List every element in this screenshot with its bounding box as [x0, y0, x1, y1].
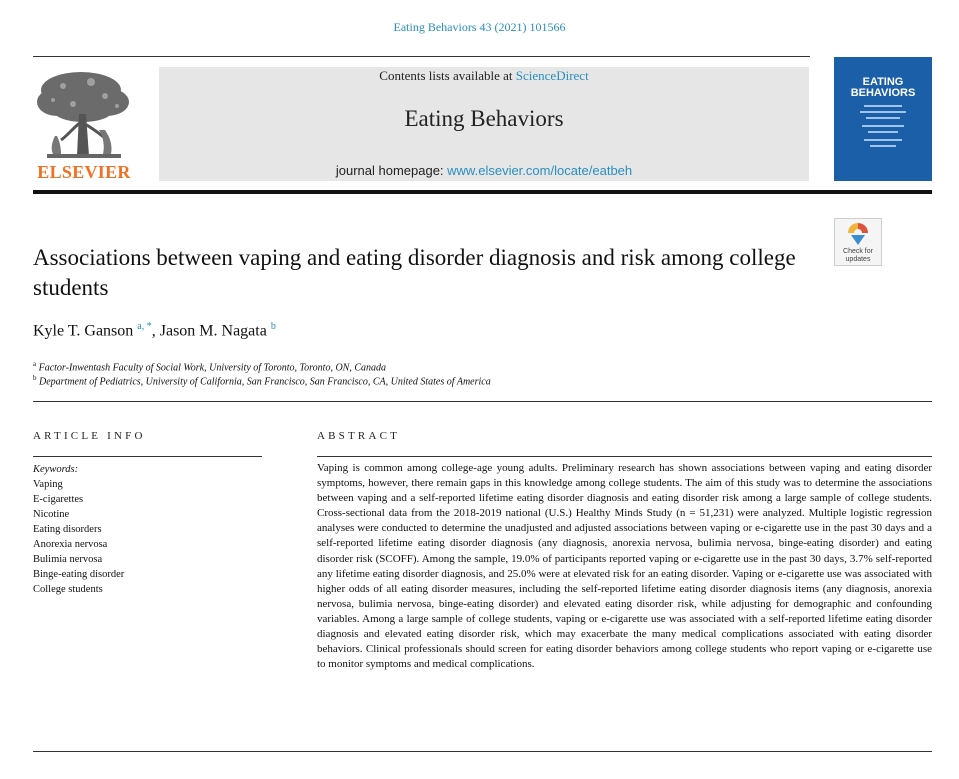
- keyword-item: Bulimia nervosa: [33, 554, 103, 565]
- article-info-heading: ARTICLE INFO: [33, 430, 146, 442]
- top-divider: [33, 56, 810, 57]
- abstract-text: Vaping is common among college-age young adults. Preliminary research has shown associations between vaping and eating disorder symptoms, however, there remain gaps in this knowledge among college students. The aim of this study was to determine the associations between vaping and a self-reported lifetime eating disorder diagnosis and eating disorder risk among a large sample of college students. Cross-sectional data from the 2018-2019 national (U.S.) Healthy Minds Study (n = 51,231) were analyzed. Multiple logistic regression analyses were conducted to determine the unadjusted and adjusted associations between vaping or e-cigarette use in the past 30 days and a self-reported lifetime eating disorder diagnosis (any diagnosis, anorexia nervosa, bulimia nervosa, binge-eating disorder) and eating disorder risk (SCOFF). Among the sample, 19.0% of participants reported vaping or e-cigarette use in the past 30 days, 3.7% self-reported any lifetime eating disorder diagnosis, and 25.0% were at elevated risk for an eating disorder. Vaping or e-cigarette use was associated with higher odds of all eating disorder measures, including the self-reported lifetime eating disorder diagnosis items (any diagnosis, anorexia nervosa, bulimia nervosa, binge-eating disorder) and elevated eating disorder risk, while adjusting for demographic and confounding variables. Among a large sample of college students, vaping or e-cigarette use was associated with a self-reported lifetime eating disorder diagnosis and elevated eating disorder risk, which may exacerbate the many medical complications associated with eating disorder behaviors. Clinical professionals should screen for eating disorder behaviors among college students who report vaping or e-cigarette use to monitor symptoms and medical complications.: [317, 462, 932, 671]
- affiliation-text: Factor-Inwentash Faculty of Social Work, University of Toronto, Toronto, ON, Canada: [38, 362, 387, 374]
- affiliation: [33, 360, 386, 373]
- journal-citation-link[interactable]: Eating Behaviors 43 (2021) 101566: [393, 20, 566, 34]
- keyword-item: Vaping: [33, 479, 63, 490]
- journal-cover-thumbnail[interactable]: [834, 57, 932, 181]
- journal-title: Eating Behaviors: [404, 106, 564, 131]
- check-for-updates-button[interactable]: [834, 218, 882, 266]
- affiliation-text: Department of Pediatrics, University of California, San Francisco, San Francisco, CA, United States of America: [39, 376, 491, 388]
- elsevier-wordmark[interactable]: ELSEVIER: [37, 162, 131, 182]
- contents-prefix: Contents lists available at: [379, 68, 516, 83]
- journal-homepage: [159, 163, 809, 178]
- sciencedirect-link[interactable]: ScienceDirect: [515, 68, 589, 83]
- homepage-prefix: journal homepage:: [335, 163, 448, 178]
- keyword-item: Eating disorders: [33, 524, 102, 535]
- affiliation-marker: a: [33, 360, 37, 368]
- author-name[interactable]: Jason M. Nagata: [159, 322, 267, 340]
- keyword-item: Nicotine: [33, 509, 70, 520]
- author-separator: ,: [151, 322, 160, 340]
- abstract-heading: ABSTRACT: [317, 430, 401, 442]
- affiliation-marker: b: [33, 374, 37, 382]
- masthead-divider: [33, 190, 932, 194]
- author-name[interactable]: Kyle T. Ganson: [33, 322, 134, 340]
- journal-homepage-link[interactable]: www.elsevier.com/locate/eatbeh: [447, 163, 633, 178]
- keyword-item: College students: [33, 584, 103, 595]
- keyword-item: E-cigarettes: [33, 494, 84, 505]
- crossmark-icon: [847, 222, 869, 246]
- abstract-divider: [317, 456, 932, 457]
- cover-title: EATING BEHAVIORS: [850, 76, 916, 99]
- keywords-list: [33, 462, 262, 597]
- affiliation: [33, 374, 491, 387]
- author-list: [33, 321, 276, 340]
- keyword-item: Anorexia nervosa: [33, 539, 108, 550]
- keywords-label: Keywords:: [33, 464, 79, 475]
- check-for-updates-label: Check for updates: [843, 248, 873, 263]
- author-affiliation-marker[interactable]: b: [270, 321, 276, 332]
- section-divider: [33, 401, 932, 402]
- author-affiliation-marker[interactable]: a, *: [137, 321, 152, 332]
- article-info-divider: [33, 456, 262, 457]
- article-title: Associations between vaping and eating disorder diagnosis and risk among college students: [33, 245, 796, 300]
- cover-text-lines-icon: [854, 105, 912, 165]
- bottom-divider: [33, 751, 932, 752]
- journal-masthead: [159, 67, 809, 181]
- keyword-item: Binge-eating disorder: [33, 569, 125, 580]
- contents-availability: [159, 68, 809, 84]
